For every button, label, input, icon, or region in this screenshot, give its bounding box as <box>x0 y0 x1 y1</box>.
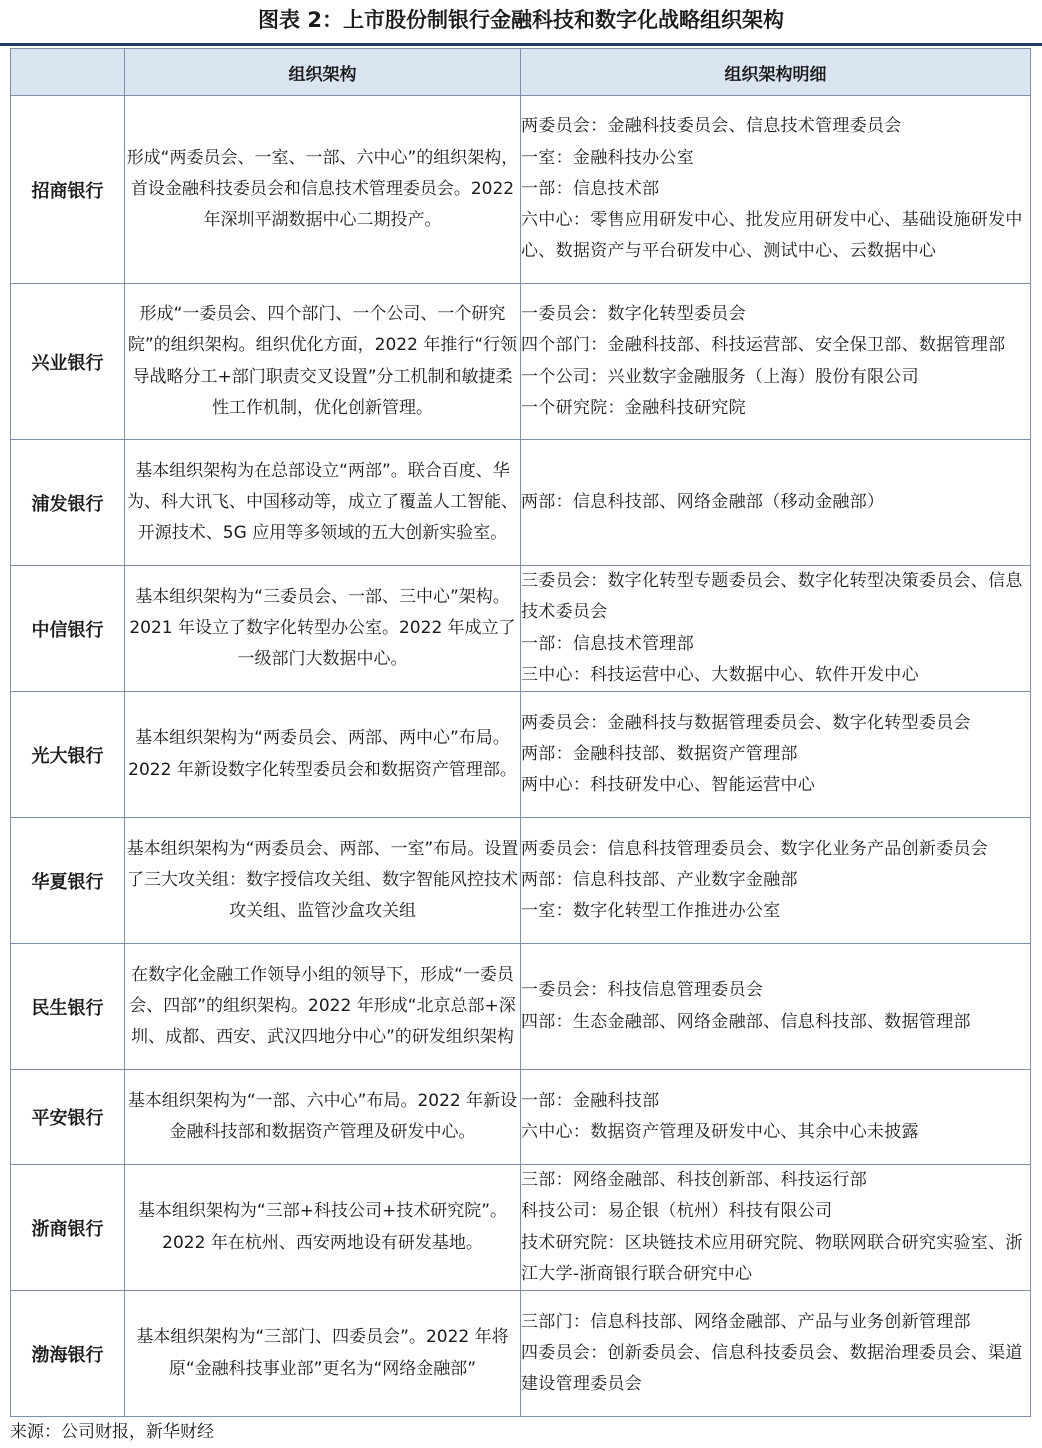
org-summary: 基本组织架构为“两委员会、两部、一室”布局。设置了三大攻关组：数字授信攻关组、数字智能风控技术攻关组、监管沙盒攻关组 <box>125 818 521 944</box>
detail-line: 两委员会：金融科技与数据管理委员会、数字化转型委员会 <box>521 712 971 733</box>
table-row <box>11 944 1031 1070</box>
detail-line: 两委员会：信息科技管理委员会、数字化业务产品创新委员会 <box>521 838 989 859</box>
table-row <box>11 818 1031 944</box>
org-detail <box>521 1165 1031 1291</box>
org-detail <box>521 566 1031 692</box>
detail-line: 六中心：零售应用研发中心、批发应用研发中心、基础设施研发中心、数据资产与平台研发中心、测试中心、云数据中心 <box>521 210 1023 262</box>
detail-line: 一委员会：科技信息管理委员会 <box>521 980 764 1001</box>
org-detail <box>521 692 1031 818</box>
org-summary: 形成“一委员会、四个部门、一个公司、一个研究院”的组织架构。组织优化方面，2022 年推行“行领导战略分工+部门职责交叉设置”分工机制和敏捷柔性工作机制，优化创新管理。 <box>125 284 521 440</box>
bank-name: 民生银行 <box>11 944 125 1070</box>
detail-line: 四个部门：金融科技部、科技运营部、安全保卫部、数据管理部 <box>521 335 1006 356</box>
org-summary: 基本组织架构为“两委员会、两部、两中心”布局。2022 年新设数字化转型委员会和数据资产管理部。 <box>125 692 521 818</box>
detail-line: 两部：信息科技部、网络金融部（移动金融部） <box>521 491 885 512</box>
bank-name: 光大银行 <box>11 692 125 818</box>
org-detail <box>521 284 1031 440</box>
detail-line: 一部：信息技术部 <box>521 178 660 199</box>
bank-name: 浦发银行 <box>11 440 125 566</box>
bank-name: 中信银行 <box>11 566 125 692</box>
detail-line: 六中心：数据资产管理及研发中心、其余中心未披露 <box>521 1122 919 1142</box>
table-row <box>11 1070 1031 1165</box>
detail-line: 一委员会：数字化转型委员会 <box>521 304 746 325</box>
detail-line: 两部：金融科技部、数据资产管理部 <box>521 743 798 764</box>
org-summary: 在数字化金融工作领导小组的领导下，形成“一委员会、四部”的组织架构。2022 年形成“北京总部+深圳、成都、西安、武汉四地分中心”的研发组织架构 <box>125 944 521 1070</box>
bank-name: 平安银行 <box>11 1070 125 1165</box>
page-title: 图表 2：上市股份制银行金融科技和数字化战略组织架构 <box>258 8 784 32</box>
detail-line: 一室：数字化转型工作推进办公室 <box>521 901 781 922</box>
table-header-row <box>11 49 1031 96</box>
org-detail <box>521 818 1031 944</box>
org-summary: 基本组织架构为“三部+科技公司+技术研究院”。2022 年在杭州、西安两地设有研发基地。 <box>125 1165 521 1291</box>
org-summary: 基本组织架构为“三委员会、一部、三中心”架构。2021 年设立了数字化转型办公室。2022 年成立了一级部门大数据中心。 <box>125 566 521 692</box>
table-row <box>11 1165 1031 1291</box>
org-structure-table <box>10 48 1031 1417</box>
table-row <box>11 440 1031 566</box>
org-detail <box>521 1291 1031 1417</box>
detail-line: 三部：网络金融部、科技创新部、科技运行部 <box>521 1170 867 1191</box>
detail-line: 两部：信息科技部、产业数字金融部 <box>521 869 798 890</box>
org-detail <box>521 96 1031 284</box>
bank-name: 华夏银行 <box>11 818 125 944</box>
org-summary: 基本组织架构为在总部设立“两部”。联合百度、华为、科大讯飞、中国移动等，成立了覆盖人工智能、开源技术、5G 应用等多领域的五大创新实验室。 <box>125 440 521 566</box>
header-summary: 组织架构 <box>125 49 521 96</box>
bank-name: 渤海银行 <box>11 1291 125 1417</box>
bank-name: 浙商银行 <box>11 1165 125 1291</box>
detail-line: 一室：金融科技办公室 <box>521 147 694 168</box>
detail-line: 一个公司：兴业数字金融服务（上海）股份有限公司 <box>521 366 919 387</box>
table-row <box>11 284 1031 440</box>
detail-line: 三委员会：数字化转型专题委员会、数字化转型决策委员会、信息技术委员会 <box>521 571 1023 623</box>
org-summary: 基本组织架构为“三部门、四委员会”。2022 年将原“金融科技事业部”更名为“网络金融部” <box>125 1291 521 1417</box>
detail-line: 四委员会：创新委员会、信息科技委员会、数据治理委员会、渠道建设管理委员会 <box>521 1342 1023 1395</box>
detail-line: 三中心：科技运营中心、大数据中心、软件开发中心 <box>521 664 919 685</box>
bank-name: 招商银行 <box>11 96 125 284</box>
org-detail <box>521 1070 1031 1165</box>
table-row <box>11 96 1031 284</box>
detail-line: 一部：金融科技部 <box>521 1090 660 1111</box>
detail-line: 一个研究院：金融科技研究院 <box>521 397 746 418</box>
detail-line: 一部：信息技术管理部 <box>521 633 694 654</box>
detail-line: 两委员会：金融科技委员会、信息技术管理委员会 <box>521 116 902 137</box>
table-body <box>11 96 1031 1417</box>
org-summary: 基本组织架构为“一部、六中心”布局。2022 年新设金融科技部和数据资产管理及研发中心。 <box>125 1070 521 1165</box>
table-row <box>11 566 1031 692</box>
detail-line: 技术研究院：区块链技术应用研究院、物联网联合研究实验室、浙江大学-浙商银行联合研究中心 <box>521 1232 1023 1284</box>
detail-line: 四部：生态金融部、网络金融部、信息科技部、数据管理部 <box>521 1011 971 1032</box>
table-row <box>11 1291 1031 1417</box>
table-row <box>11 692 1031 818</box>
detail-line: 科技公司：易企银（杭州）科技有限公司 <box>521 1201 833 1222</box>
detail-line: 三部门：信息科技部、网络金融部、产品与业务创新管理部 <box>521 1311 971 1332</box>
detail-line: 两中心：科技研发中心、智能运营中心 <box>521 775 816 796</box>
org-detail <box>521 440 1031 566</box>
org-summary: 形成“两委员会、一室、一部、六中心”的组织架构，首设金融科技委员会和信息技术管理委员会。2022 年深圳平湖数据中心二期投产。 <box>125 96 521 284</box>
bank-name: 兴业银行 <box>11 284 125 440</box>
org-detail <box>521 944 1031 1070</box>
title-divider <box>0 43 1042 46</box>
header-bank <box>11 49 125 96</box>
header-detail: 组织架构明细 <box>521 49 1031 96</box>
source-note: 来源：公司财报，新华财经 <box>10 1422 214 1442</box>
